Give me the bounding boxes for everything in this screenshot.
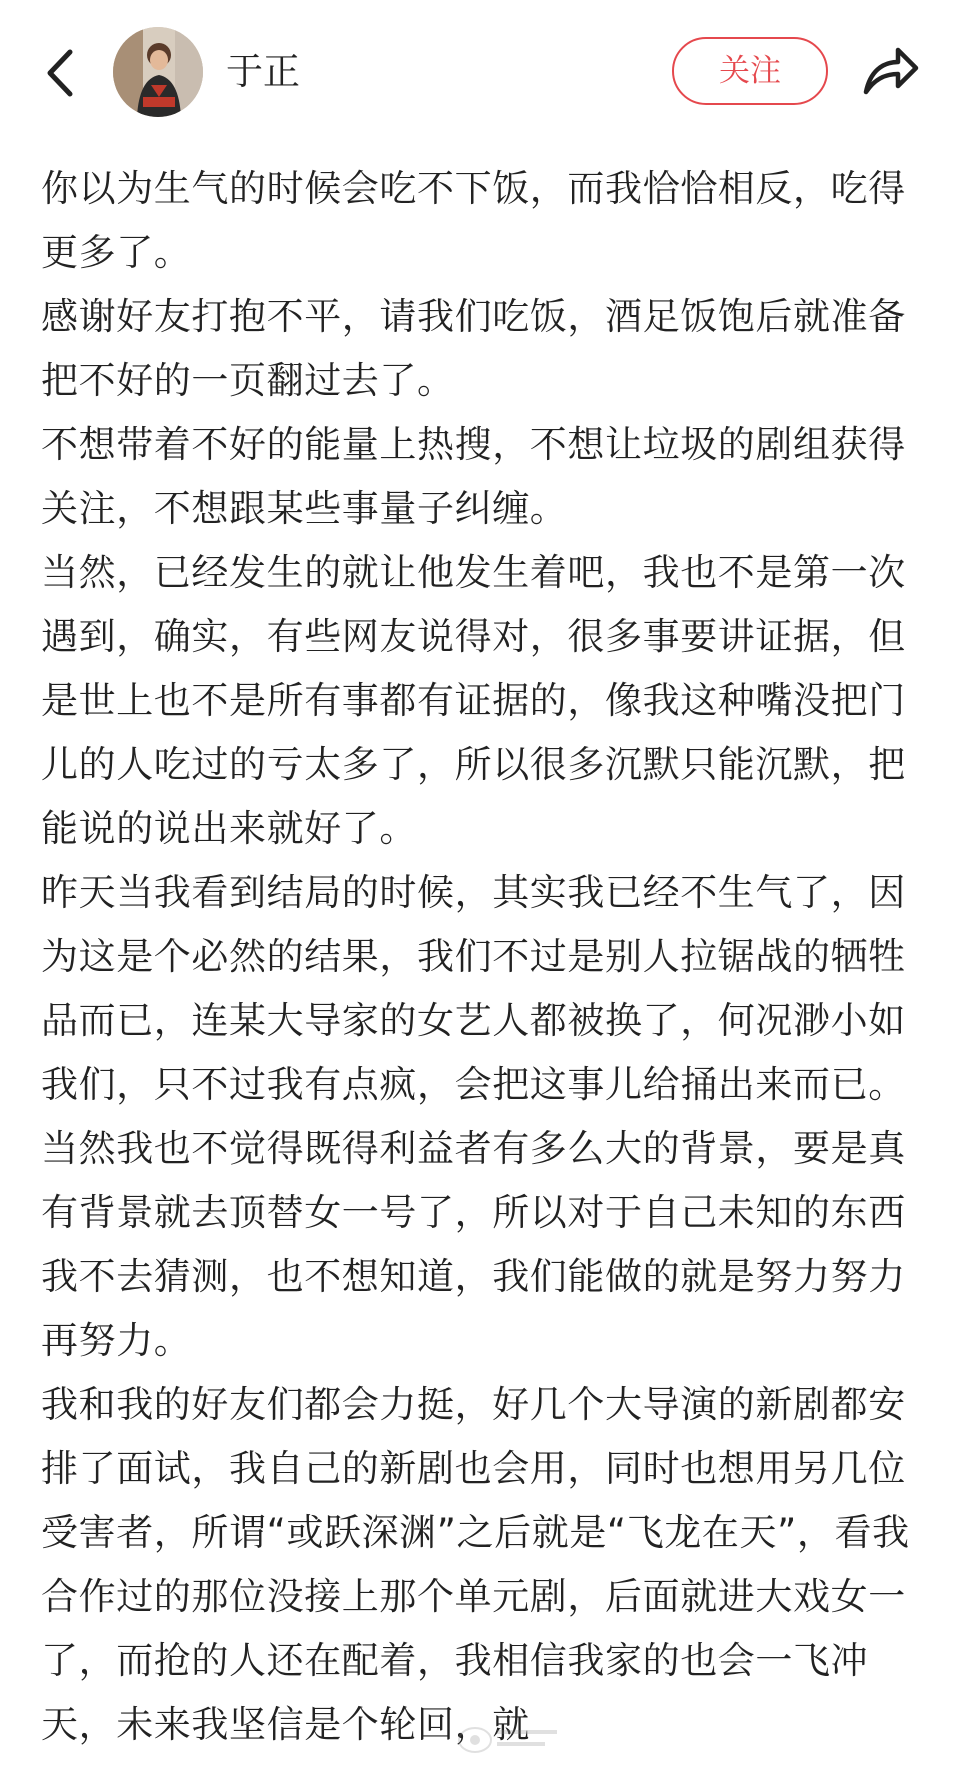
post-paragraph: 不想带着不好的能量上热搜，不想让垃圾的剧组获得关注，不想跟某些事量子纠缠。: [41, 423, 906, 530]
weibo-watermark-icon: [455, 1718, 565, 1758]
post-paragraph: 我和我的好友们都会力挺，好几个大导演的新剧都安排了面试，我自己的新剧也会用，同时也想用另几位受害者，所谓“或跃深渊”之后就是“飞龙在天”，看我合作过的那位没接上那个单元剧，后面就进大戏女一了，而抢的人还在配着，我相信我家的也会一飞冲天，未来我坚信是个轮回，就: [41, 1383, 910, 1746]
back-button[interactable]: [38, 42, 84, 104]
post-paragraph: 感谢好友打抱不平，请我们吃饭，酒足饭饱后就准备把不好的一页翻过去了。: [41, 295, 906, 402]
avatar[interactable]: [113, 27, 203, 117]
chevron-left-icon: [38, 42, 84, 104]
post-paragraph: 你以为生气的时候会吃不下饭，而我恰恰相反，吃得更多了。: [41, 167, 906, 274]
follow-button[interactable]: 关注: [672, 37, 828, 105]
post-paragraph: 当然，已经发生的就让他发生着吧，我也不是第一次遇到，确实，有些网友说得对，很多事要讲证据，但是世上也不是所有事都有证据的，像我这种嘴没把门儿的人吃过的亏太多了，所以很多沉默只能沉默，把能说的说出来就好了。: [41, 551, 906, 850]
user-avatar-icon: [113, 27, 203, 117]
top-bar: [0, 0, 960, 146]
post-content: [41, 157, 921, 1770]
post-paragraph: 昨天当我看到结局的时候，其实我已经不生气了，因为这是个必然的结果，我们不过是别人拉锯战的牺牲品而已，连某大导家的女艺人都被换了，何况渺小如我们，只不过我有点疯，会把这事儿给捅出来而已。当然我也不觉得既得利益者有多么大的背景，要是真有背景就去顶替女一号了，所以对于自己未知的东西我不去猜测，也不想知道，我们能做的就是努力努力再努力。: [41, 871, 906, 1362]
share-button[interactable]: [858, 38, 922, 102]
share-arrow-icon: [858, 38, 922, 102]
username[interactable]: 于正: [226, 50, 300, 93]
